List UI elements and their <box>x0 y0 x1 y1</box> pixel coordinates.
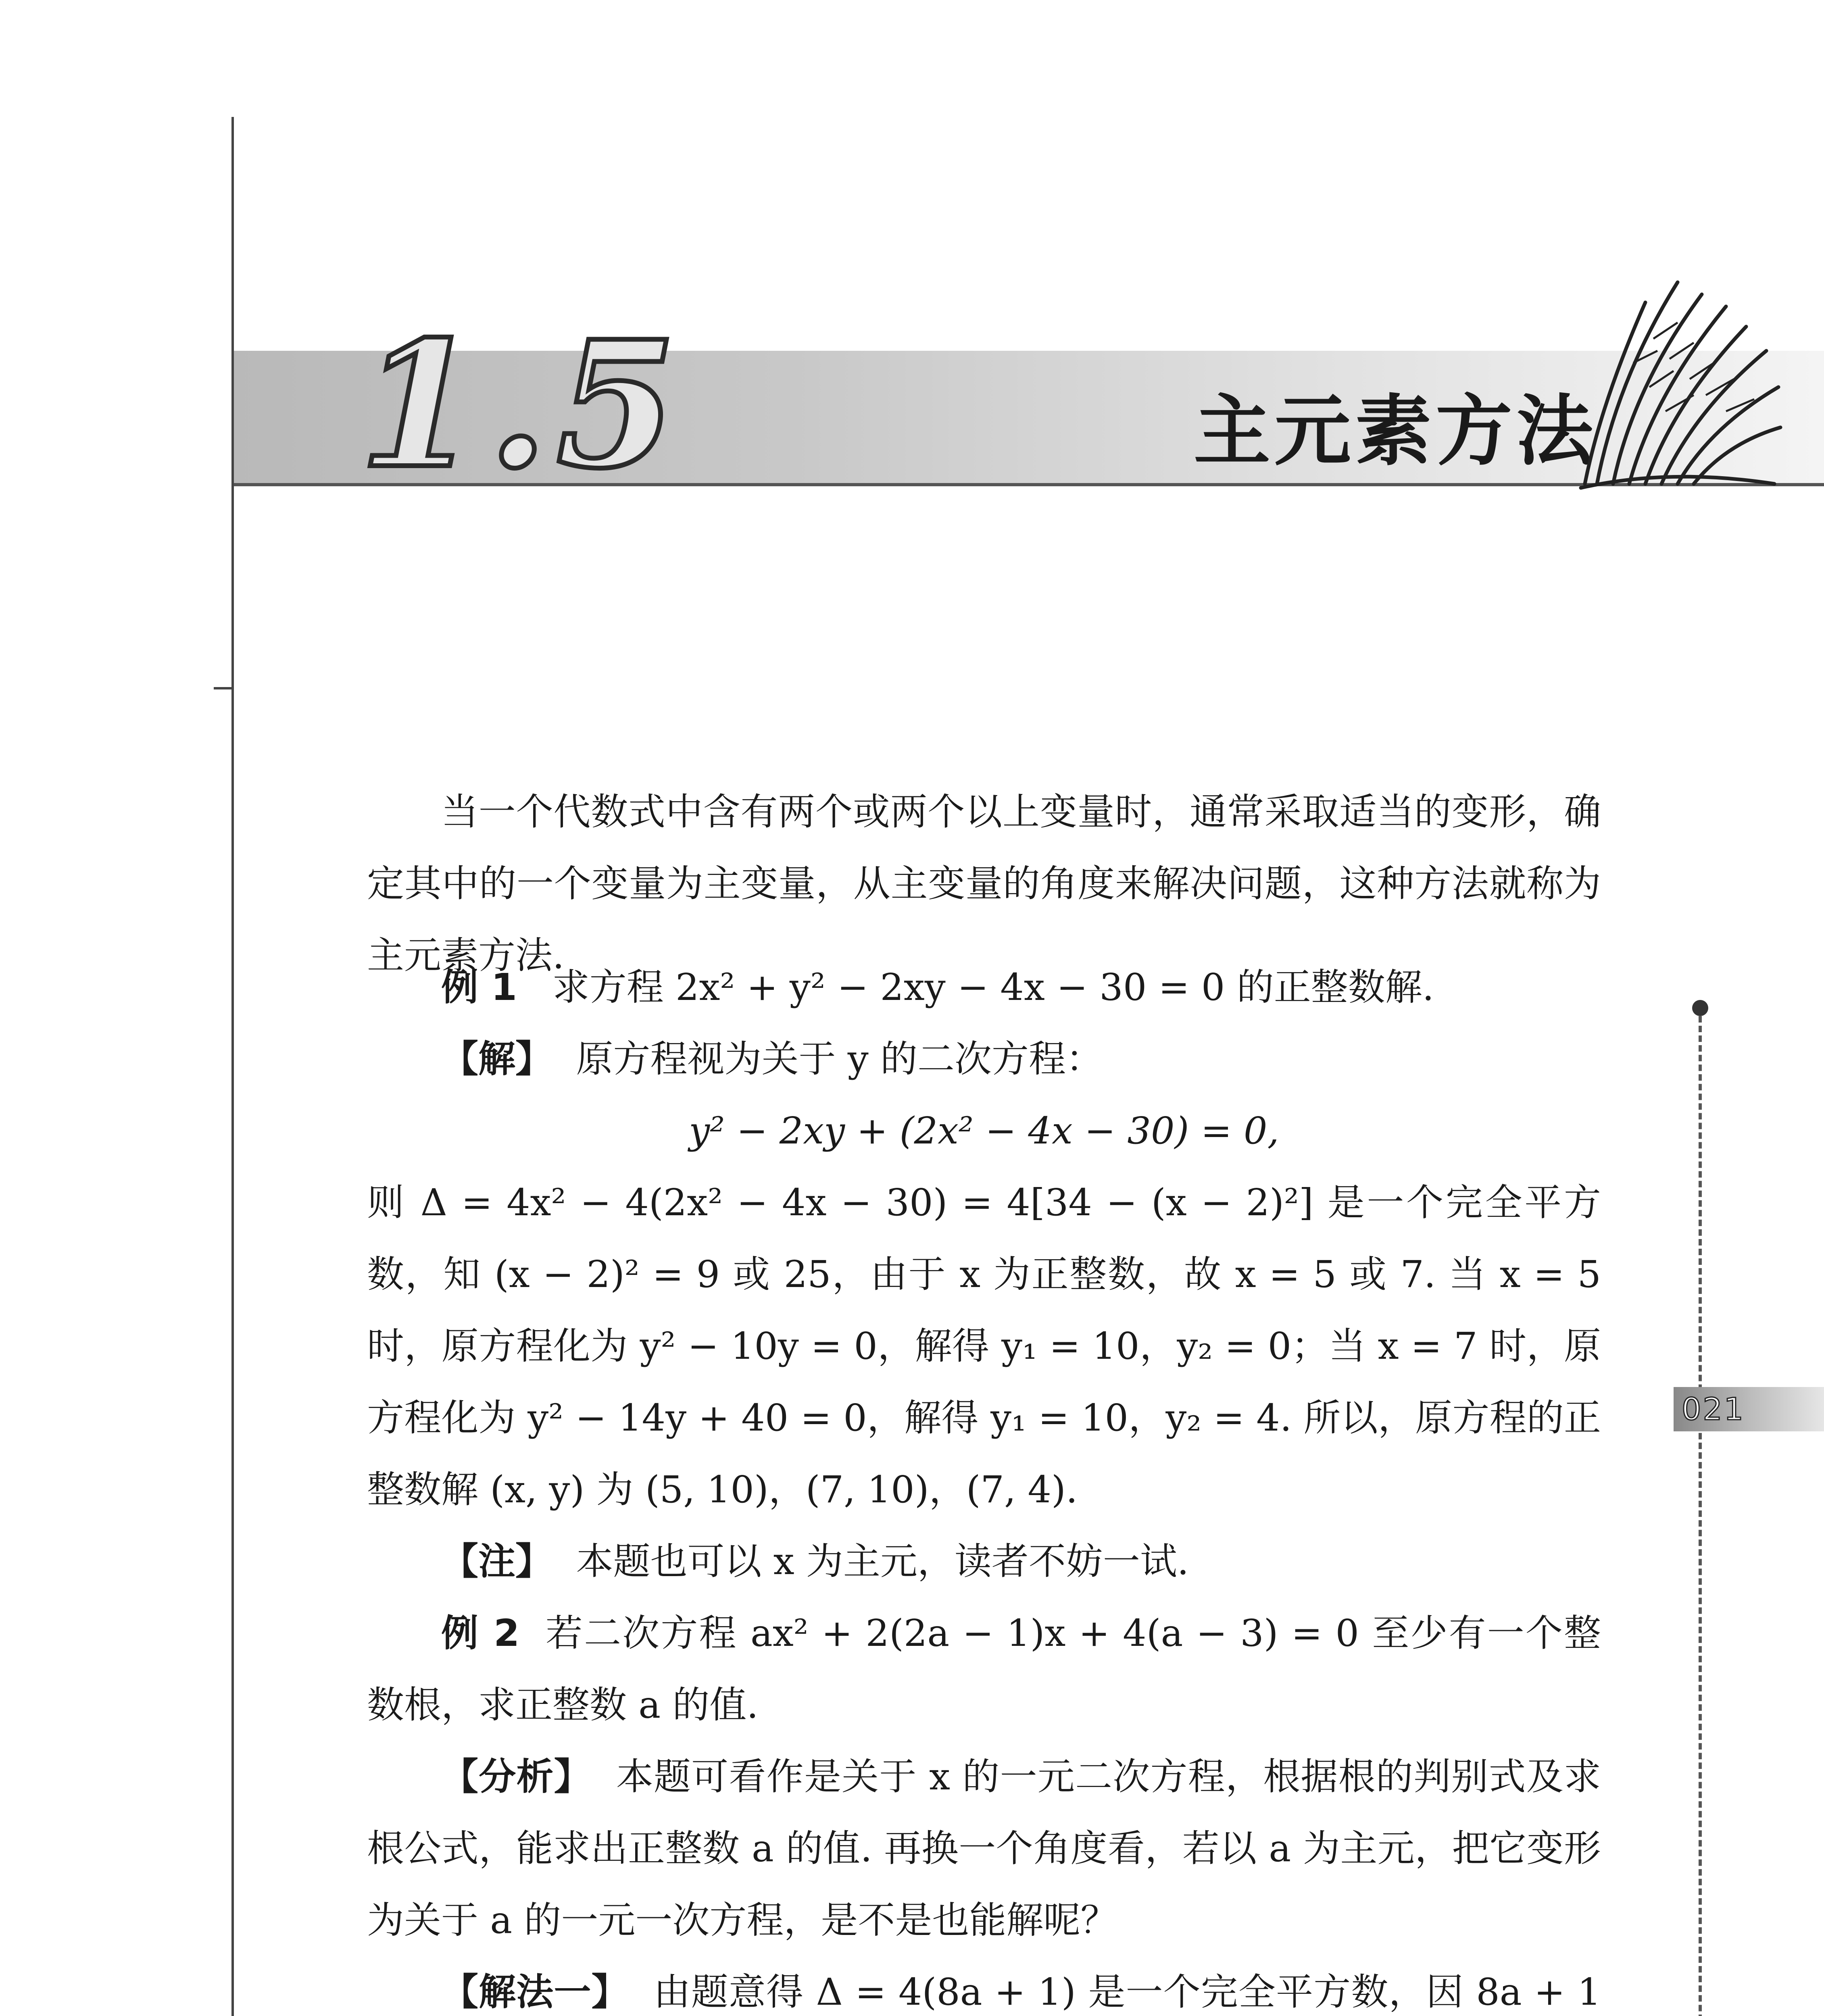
method-1-label: 【解法一】 <box>441 1970 629 2014</box>
equation-1: y² − 2xy + (2x² − 4x − 30) = 0, <box>689 1109 1279 1152</box>
margin-dashed-line <box>1699 1016 1702 2016</box>
note-label: 【注】 <box>441 1540 553 1583</box>
example-1-statement <box>367 952 1601 1023</box>
section-title: 主元素方法 <box>1194 387 1597 476</box>
note <box>367 1526 1601 1597</box>
analysis-label: 【分析】 <box>441 1755 592 1798</box>
solution-label: 【解】 <box>441 1037 553 1081</box>
solution-continuation: 则 Δ = 4x² − 4(2x² − 4x − 30) = 4[34 − (x − 2)²] 是一个完全平方数，知 (x − 2)² = 9 或 25，由于 x 为正整数，故 x = 5 或 7. 当 x = 5 时，原方程化为 y² − 10y = 0，解得 y₁ = 10，y₂ = 0；当 x = 7 时，原方程化为 y² − 14y + 40 = 0，解得 y₁ = 10，y₂ = 4. 所以，原方程的正整数解 (x, y) 为 (5, 10)，(7, 10)，(7, 4). <box>367 1181 1601 1511</box>
binding-margin-tick <box>214 687 234 689</box>
example-1 <box>367 952 1601 2016</box>
note-text: 本题也可以 x 为主元，读者不妨一试. <box>576 1540 1189 1583</box>
example-2-statement <box>367 1597 1601 1741</box>
section-number: 1.5 <box>359 303 685 507</box>
method-1 <box>367 1956 1601 2016</box>
analysis-text: 本题可看作是关于 x 的一元二次方程，根据根的判别式及求根公式，能求出正整数 a 的值. 再换一个角度看，若以 a 为主元，把它变形为关于 a 的一元一次方程，是不是也能解呢？ <box>367 1755 1601 1942</box>
example-2-label: 例 2 <box>441 1612 520 1655</box>
example-1-label: 例 1 <box>441 966 517 1009</box>
intro-text: 当一个代数式中含有两个或两个以上变量时，通常采取适当的变形，确定其中的一个变量为主变量，从主变量的角度来解决问题，这种方法就称为主元素方法. <box>367 790 1601 977</box>
analysis <box>367 1741 1601 1956</box>
example-2-text: 若二次方程 ax² + 2(2a − 1)x + 4(a − 3) = 0 至少有一个整数根，求正整数 a 的值. <box>367 1612 1601 1727</box>
page-number: 021 <box>1682 1391 1745 1427</box>
margin-dot <box>1692 1000 1708 1016</box>
reed-grass-icon <box>1573 258 1782 500</box>
solution-text: 原方程视为关于 y 的二次方程： <box>576 1037 1103 1081</box>
example-1-text: 求方程 2x² + y² − 2xy − 4x − 30 = 0 的正整数解. <box>552 966 1434 1009</box>
method-1-text: 由题意得 Δ = 4(8a + 1) 是一个完全平方数，因 8a + 1 <box>653 1970 1601 2014</box>
solution-intro <box>367 1023 1601 1095</box>
